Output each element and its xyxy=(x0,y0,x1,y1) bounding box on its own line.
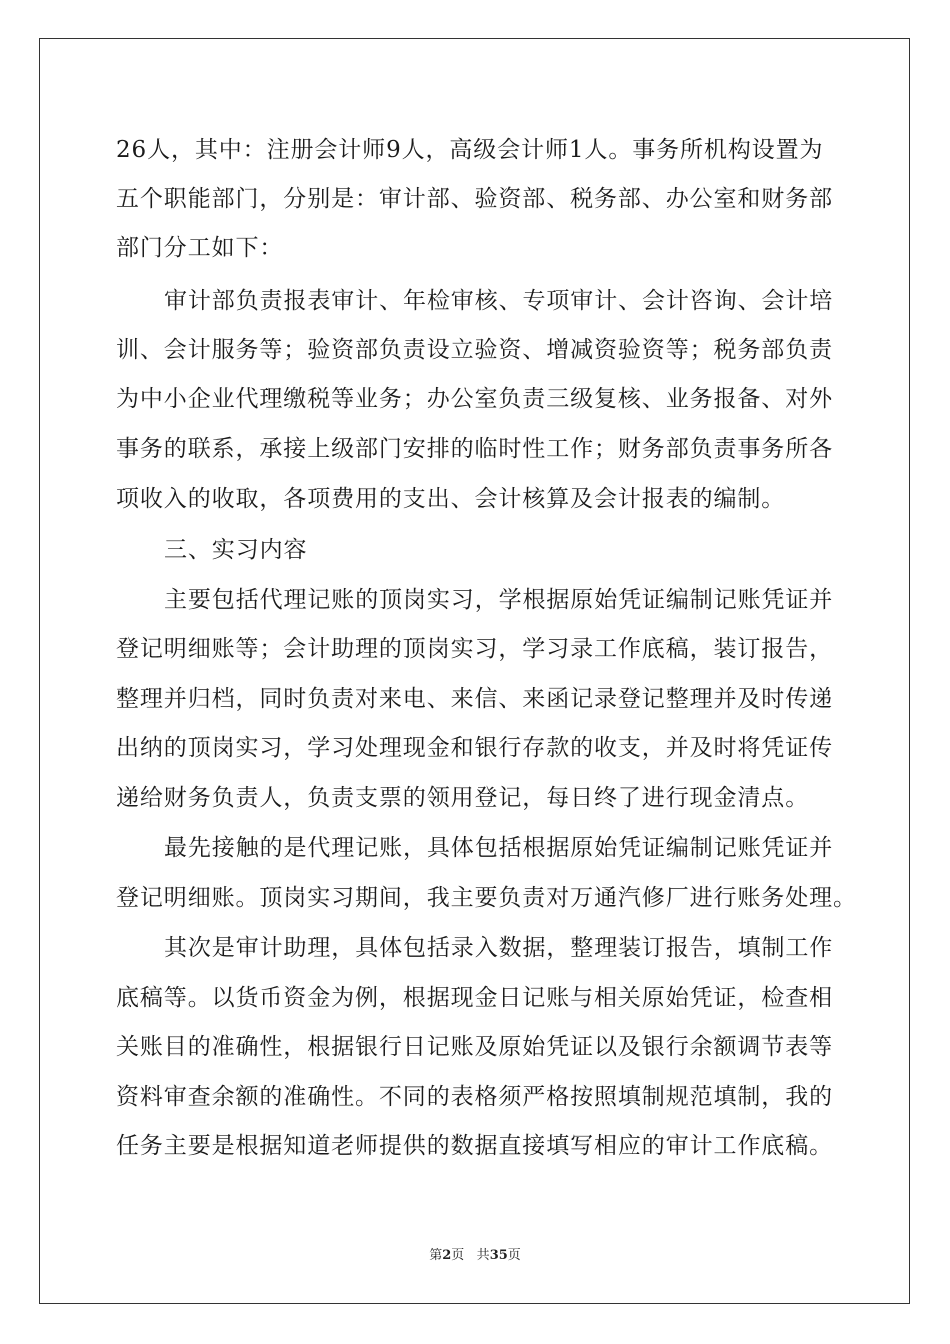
total-suffix: 页 xyxy=(507,1248,521,1263)
text-line: 底稿等。以货币资金为例，根据现金日记账与相关原始凭证，检查相 xyxy=(116,985,833,1011)
text-line: 任务主要是根据知道老师提供的数据直接填写相应的审计工作底稿。 xyxy=(116,1133,833,1159)
text-line: 资料审查余额的准确性。不同的表格须严格按照填制规范填制，我的 xyxy=(116,1084,833,1110)
text-line: 整理并归档，同时负责对来电、来信、来函记录登记整理并及时传递 xyxy=(116,686,833,712)
section-heading: 三、实习内容 xyxy=(164,537,308,563)
page-footer xyxy=(0,1248,950,1264)
page-suffix: 页 xyxy=(451,1248,465,1263)
text-line: 登记明细账。顶岗实习期间，我主要负责对万通汽修厂进行账务处理。 xyxy=(116,885,857,911)
text-line: 26人，其中：注册会计师9人，高级会计师1人。事务所机构设置为 xyxy=(116,137,824,163)
text-line: 登记明细账等；会计助理的顶岗实习，学习录工作底稿，装订报告， xyxy=(116,636,833,662)
paragraph-first-line: 其次是审计助理，具体包括录入数据，整理装订报告，填制工作 xyxy=(164,935,834,961)
paragraph-first-line: 审计部负责报表审计、年检审核、专项审计、会计咨询、会计培 xyxy=(164,288,834,314)
total-pages: 35 xyxy=(489,1248,508,1263)
text-line: 训、会计服务等；验资部负责设立验资、增减资验资等；税务部负责 xyxy=(116,337,833,363)
text-line: 事务的联系，承接上级部门安排的临时性工作；财务部负责事务所各 xyxy=(116,436,833,462)
text-line: 关账目的准确性，根据银行日记账及原始凭证以及银行余额调节表等 xyxy=(116,1034,833,1060)
text-line: 递给财务负责人，负责支票的领用登记，每日终了进行现金清点。 xyxy=(116,785,810,811)
text-line: 五个职能部门，分别是：审计部、验资部、税务部、办公室和财务部 xyxy=(116,186,833,212)
text-line: 为中小企业代理缴税等业务；办公室负责三级复核、业务报备、对外 xyxy=(116,386,833,412)
text-line: 部门分工如下： xyxy=(116,235,284,261)
page-border xyxy=(39,38,910,1304)
total-prefix: 共 xyxy=(476,1248,490,1263)
page-number: 2 xyxy=(442,1248,452,1263)
page-prefix: 第 xyxy=(429,1248,443,1263)
text-line: 项收入的收取，各项费用的支出、会计核算及会计报表的编制。 xyxy=(116,486,786,512)
paragraph-first-line: 主要包括代理记账的顶岗实习，学根据原始凭证编制记账凭证并 xyxy=(164,587,834,613)
text-line: 出纳的顶岗实习，学习处理现金和银行存款的收支，并及时将凭证传 xyxy=(116,735,833,761)
paragraph-first-line: 最先接触的是代理记账，具体包括根据原始凭证编制记账凭证并 xyxy=(164,835,834,861)
